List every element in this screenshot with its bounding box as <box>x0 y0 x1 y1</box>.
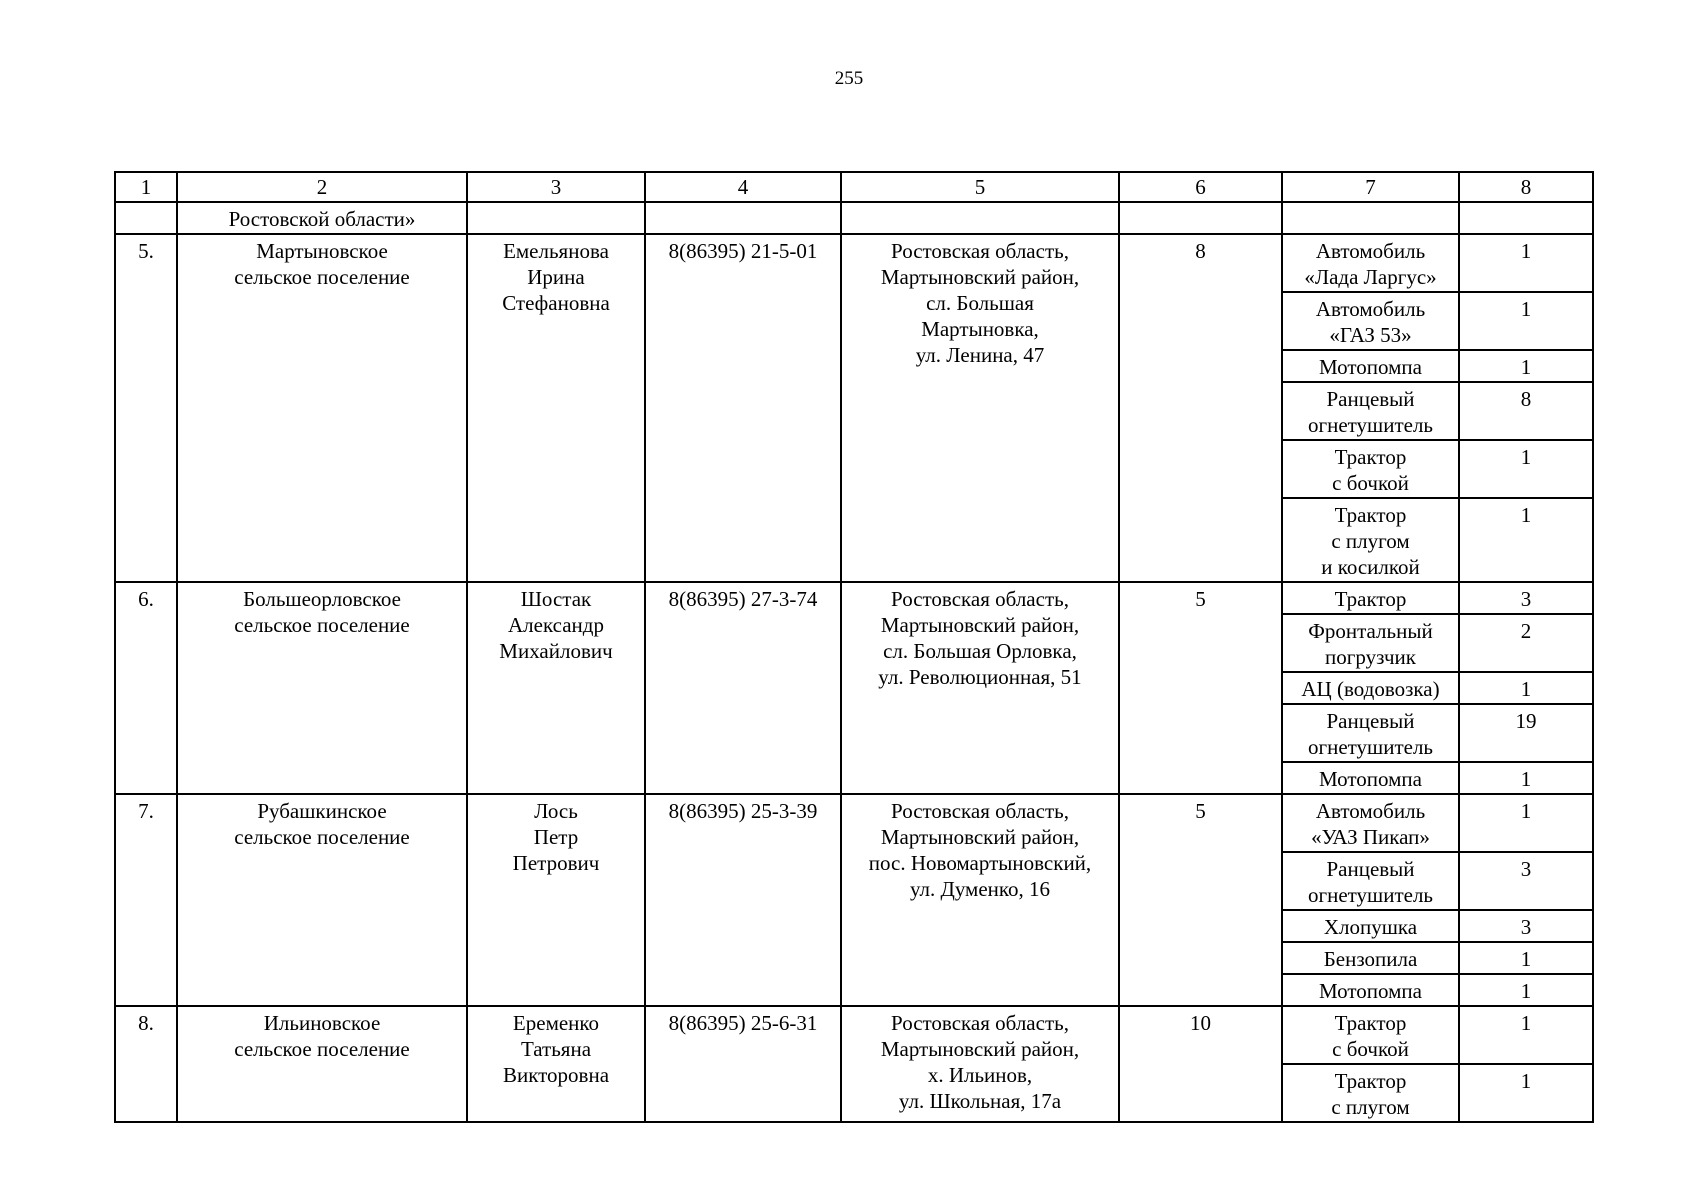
personnel-count: 8 <box>1119 234 1282 582</box>
cell-empty <box>1282 202 1459 234</box>
equipment-name: Ранцевый огнетушитель <box>1282 852 1459 910</box>
phone-number: 8(86395) 25-6-31 <box>645 1006 841 1122</box>
column-number: 7 <box>1282 172 1459 202</box>
equipment-name: Хлопушка <box>1282 910 1459 942</box>
equipment-quantity: 1 <box>1459 350 1593 382</box>
personnel-count: 5 <box>1119 582 1282 794</box>
equipment-quantity: 1 <box>1459 498 1593 582</box>
address: Ростовская область, Мартыновский район, пос. Новомартыновский, ул. Думенко, 16 <box>841 794 1119 1006</box>
row-number: 8. <box>115 1006 177 1122</box>
equipment-quantity: 1 <box>1459 794 1593 852</box>
column-number: 8 <box>1459 172 1593 202</box>
responsible-person: Лось Петр Петрович <box>467 794 645 1006</box>
continuation-row <box>115 202 1593 234</box>
column-number: 2 <box>177 172 467 202</box>
cell-empty <box>115 202 177 234</box>
table-body <box>115 172 1593 1122</box>
equipment-name: Трактор с бочкой <box>1282 1006 1459 1064</box>
equipment-quantity: 8 <box>1459 382 1593 440</box>
column-number: 6 <box>1119 172 1282 202</box>
row-number: 5. <box>115 234 177 582</box>
equipment-name: Трактор с плугом <box>1282 1064 1459 1122</box>
equipment-quantity: 3 <box>1459 852 1593 910</box>
equipment-quantity: 3 <box>1459 582 1593 614</box>
continuation-text: Ростовской области» <box>177 202 467 234</box>
equipment-name: Трактор <box>1282 582 1459 614</box>
equipment-name: Автомобиль «УАЗ Пикап» <box>1282 794 1459 852</box>
equipment-name: Трактор с бочкой <box>1282 440 1459 498</box>
column-number: 3 <box>467 172 645 202</box>
page-number: 255 <box>834 68 864 89</box>
settlement-name: Ильиновское сельское поселение <box>177 1006 467 1122</box>
cell-empty <box>645 202 841 234</box>
cell-empty <box>1459 202 1593 234</box>
column-number: 5 <box>841 172 1119 202</box>
cell-empty <box>467 202 645 234</box>
equipment-name: Фронтальный погрузчик <box>1282 614 1459 672</box>
equipment-quantity: 1 <box>1459 672 1593 704</box>
equipment-quantity: 1 <box>1459 234 1593 292</box>
equipment-name: АЦ (водовозка) <box>1282 672 1459 704</box>
settlement-name: Большеорловское сельское поселение <box>177 582 467 794</box>
equipment-name: Ранцевый огнетушитель <box>1282 382 1459 440</box>
settlement-name: Мартыновское сельское поселение <box>177 234 467 582</box>
equipment-quantity: 1 <box>1459 1006 1593 1064</box>
personnel-count: 5 <box>1119 794 1282 1006</box>
phone-number: 8(86395) 21-5-01 <box>645 234 841 582</box>
column-number: 1 <box>115 172 177 202</box>
cell-empty <box>1119 202 1282 234</box>
equipment-name: Автомобиль «ГАЗ 53» <box>1282 292 1459 350</box>
row-number: 7. <box>115 794 177 1006</box>
equipment-name: Мотопомпа <box>1282 350 1459 382</box>
equipment-name: Бензопила <box>1282 942 1459 974</box>
personnel-count: 10 <box>1119 1006 1282 1122</box>
equipment-quantity: 19 <box>1459 704 1593 762</box>
column-number-row <box>115 172 1593 202</box>
equipment-name: Трактор с плугом и косилкой <box>1282 498 1459 582</box>
responsible-person: Шостак Александр Михайлович <box>467 582 645 794</box>
equipment-name: Мотопомпа <box>1282 762 1459 794</box>
equipment-quantity: 1 <box>1459 762 1593 794</box>
equipment-quantity: 1 <box>1459 440 1593 498</box>
row-number: 6. <box>115 582 177 794</box>
settlement-name: Рубашкинское сельское поселение <box>177 794 467 1006</box>
table-row <box>115 1006 1593 1064</box>
phone-number: 8(86395) 25-3-39 <box>645 794 841 1006</box>
equipment-quantity: 1 <box>1459 292 1593 350</box>
table-row <box>115 582 1593 614</box>
table-row <box>115 234 1593 292</box>
equipment-quantity: 1 <box>1459 1064 1593 1122</box>
address: Ростовская область, Мартыновский район, х. Ильинов, ул. Школьная, 17а <box>841 1006 1119 1122</box>
table-row <box>115 794 1593 852</box>
equipment-quantity: 2 <box>1459 614 1593 672</box>
column-number: 4 <box>645 172 841 202</box>
equipment-name: Ранцевый огнетушитель <box>1282 704 1459 762</box>
address: Ростовская область, Мартыновский район, сл. Большая Мартыновка, ул. Ленина, 47 <box>841 234 1119 582</box>
equipment-name: Мотопомпа <box>1282 974 1459 1006</box>
responsible-person: Еременко Татьяна Викторовна <box>467 1006 645 1122</box>
equipment-quantity: 1 <box>1459 974 1593 1006</box>
equipment-quantity: 3 <box>1459 910 1593 942</box>
phone-number: 8(86395) 27-3-74 <box>645 582 841 794</box>
resources-table <box>114 171 1594 1123</box>
cell-empty <box>841 202 1119 234</box>
responsible-person: Емельянова Ирина Стефановна <box>467 234 645 582</box>
equipment-name: Автомобиль «Лада Ларгус» <box>1282 234 1459 292</box>
address: Ростовская область, Мартыновский район, сл. Большая Орловка, ул. Революционная, 51 <box>841 582 1119 794</box>
equipment-quantity: 1 <box>1459 942 1593 974</box>
